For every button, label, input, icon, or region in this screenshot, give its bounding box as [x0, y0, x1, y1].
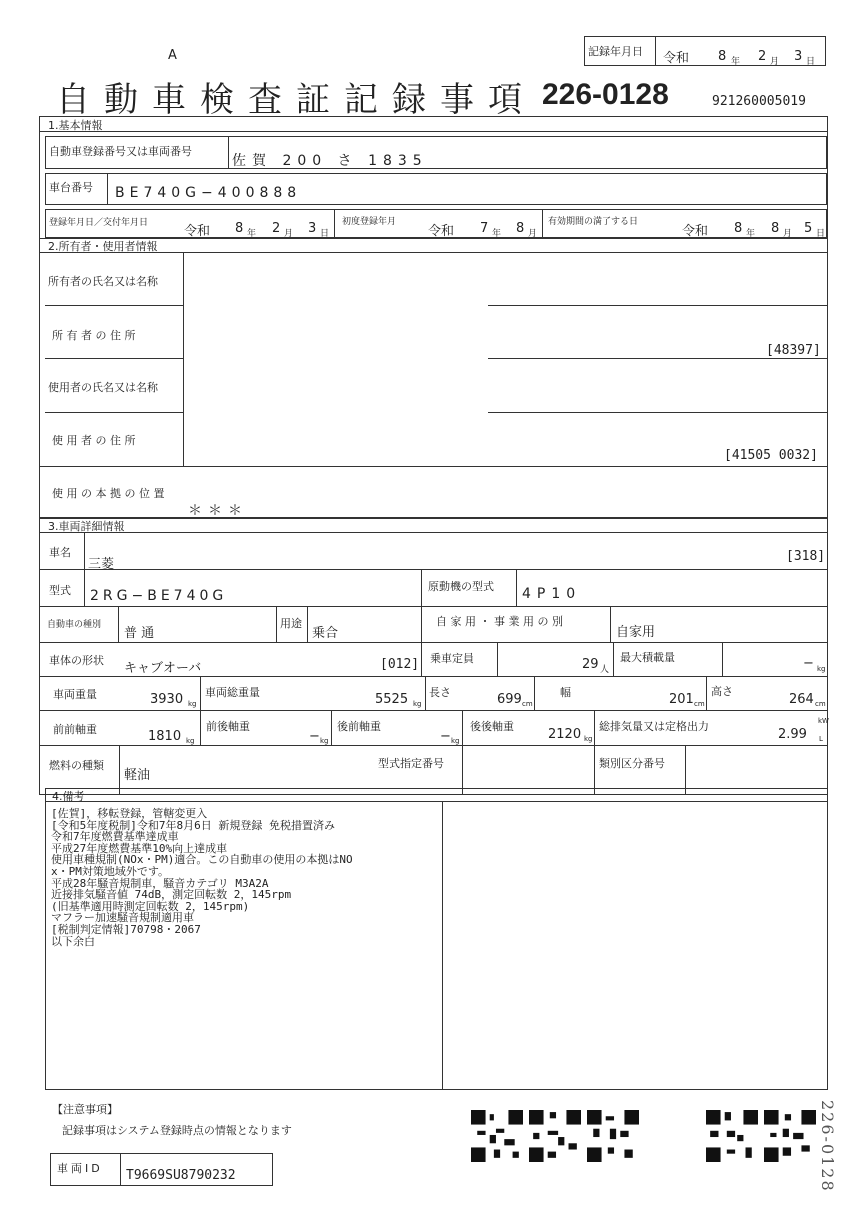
width-value: 201: [669, 692, 694, 707]
displacement-value: 2.99: [778, 727, 807, 742]
handwritten-note: 226-0128: [818, 1100, 837, 1193]
qr-code-icon: [706, 1110, 758, 1162]
first-reg-label: 初度登録年月: [342, 217, 397, 227]
vehicle-kind-value: 普 通: [124, 626, 155, 641]
class-number-label: 類別区分番号: [599, 757, 665, 770]
body-shape-code: [012]: [380, 657, 420, 672]
reg-number-label: 自動車登録番号又は車両番号: [49, 145, 192, 158]
qr-code-icon: [471, 1110, 523, 1162]
record-date-day: 3: [794, 49, 803, 64]
remarks-line: [税制判定情報]70798・2067: [51, 922, 201, 936]
maker-label: 車名: [49, 546, 71, 559]
private-business-value: 自家用: [616, 625, 656, 640]
rear-front-axle-value: −: [440, 729, 451, 744]
length-label: 長さ: [429, 686, 451, 699]
base-location-label: 使 用 の 本 拠 の 位 置: [52, 487, 165, 500]
remarks-line: 以下余白: [51, 934, 95, 948]
use-label: 用途: [280, 617, 302, 630]
gross-weight-value: 5525: [375, 692, 409, 707]
model-label: 型式: [49, 584, 71, 597]
owner-address-label: 所 有 者 の 住 所: [52, 329, 136, 342]
base-location-value: ＊＊＊: [188, 503, 248, 519]
user-name-label: 使用者の氏名又は名称: [48, 381, 158, 394]
width-label: 幅: [560, 686, 571, 699]
remarks-line: マフラー加速騒音規制適用車: [51, 911, 194, 925]
max-load-value: −: [803, 656, 814, 671]
remarks-line: 使用車種規制(NOx・PM)適合。この自動車の使用の本拠はNO: [51, 853, 353, 867]
engine-label: 原動機の型式: [428, 580, 494, 593]
serial-number: 921260005019: [712, 94, 806, 109]
gross-weight-label: 車両総重量: [205, 686, 260, 699]
height-value: 264: [789, 692, 814, 707]
use-value: 乗合: [312, 626, 339, 641]
height-label: 高さ: [711, 685, 733, 698]
qr-code-icon: [764, 1110, 816, 1162]
remarks-line: (旧基準適用時測定回転数 2，145rpm): [51, 899, 250, 913]
front-front-axle-value: 1810: [148, 729, 182, 744]
remarks-line: [佐賀]，移転登録，管轄変更入: [51, 807, 208, 820]
remarks-text: [51, 808, 353, 947]
remarks-line: 令和7年度燃費基準達成車: [51, 830, 179, 844]
body-shape-value: キャブオーバ: [124, 661, 202, 676]
displacement-label: 総排気量又は定格出力: [599, 720, 709, 733]
remarks-line: [令和5年度税制]令和7年8月6日 新規登録 免税措置済み: [51, 818, 335, 832]
type-designation-label: 型式指定番号: [378, 757, 444, 770]
issue-date-label: 登録年月日／交付年月日: [49, 218, 149, 228]
fuel-value: 軽油: [124, 768, 151, 783]
remarks-line: 平成27年度燃費基準10%向上達成車: [51, 841, 228, 855]
notice-title: 【注意事項】: [52, 1103, 118, 1116]
vehicle-id-value: T9669SU8790232: [126, 1168, 236, 1183]
reg-number-value: 佐賀 200 さ 1835: [232, 153, 428, 169]
vehicle-weight-value: 3930: [150, 692, 184, 707]
front-rear-axle-label: 前後軸重: [206, 720, 250, 733]
chassis-label: 車台番号: [49, 181, 93, 194]
capacity-value: 29: [582, 657, 599, 672]
section-title: 1.基本情報: [48, 119, 103, 132]
rear-front-axle-label: 後前軸重: [337, 720, 381, 733]
model-value: 2RG−BE740G: [90, 588, 228, 604]
record-date-label: 記録年月日: [588, 45, 643, 58]
front-front-axle-label: 前前軸重: [53, 723, 97, 736]
rear-rear-axle-value: 2120: [548, 727, 582, 742]
chassis-value: BE740G−400888: [115, 185, 302, 201]
owner-code: [48397]: [766, 343, 821, 358]
maker-value: 三菱: [88, 557, 115, 572]
fuel-label: 燃料の種類: [49, 759, 104, 772]
form-mark: A: [168, 48, 177, 63]
vehicle-id-label: 車両ID: [57, 1162, 103, 1175]
rear-rear-axle-label: 後後軸重: [470, 720, 514, 733]
record-date-month: 2: [758, 49, 767, 64]
document-number: 226-0128: [542, 78, 669, 111]
max-load-label: 最大積載量: [620, 651, 675, 664]
user-address-label: 使 用 者 の 住 所: [52, 434, 136, 447]
page-title: 自動車検査証記録事項: [56, 80, 536, 120]
vehicle-kind-label: 自動車の種別: [47, 620, 102, 630]
private-business-label: 自 家 用 ・ 事 業 用 の 別: [436, 615, 563, 628]
vehicle-weight-label: 車両重量: [53, 688, 97, 701]
qr-code-icon: [587, 1110, 639, 1162]
engine-value: 4P10: [522, 586, 582, 602]
maker-code: [318]: [786, 549, 826, 564]
expiry-label: 有効期間の満了する日: [548, 217, 639, 227]
body-shape-label: 車体の形状: [49, 654, 104, 667]
remarks-line: 近接排気騒音値 74dB，測定回転数 2，145rpm: [51, 888, 292, 902]
capacity-label: 乗車定員: [430, 652, 474, 665]
qr-code-icon: [529, 1110, 581, 1162]
record-date-year: 8: [718, 49, 727, 64]
notice-text: 記録事項はシステム登録時点の情報となります: [62, 1124, 292, 1137]
record-date-era: 令和: [663, 51, 690, 66]
remarks-line: 平成28年騒音規制車，騒音カテゴリ M3A2A: [51, 876, 269, 890]
owner-name-label: 所有者の氏名又は名称: [48, 275, 158, 288]
remarks-line: x・PM対策地域外です。: [51, 864, 169, 878]
user-code: [41505 0032]: [724, 448, 818, 463]
front-rear-axle-value: −: [309, 729, 320, 744]
length-value: 699: [497, 692, 522, 707]
